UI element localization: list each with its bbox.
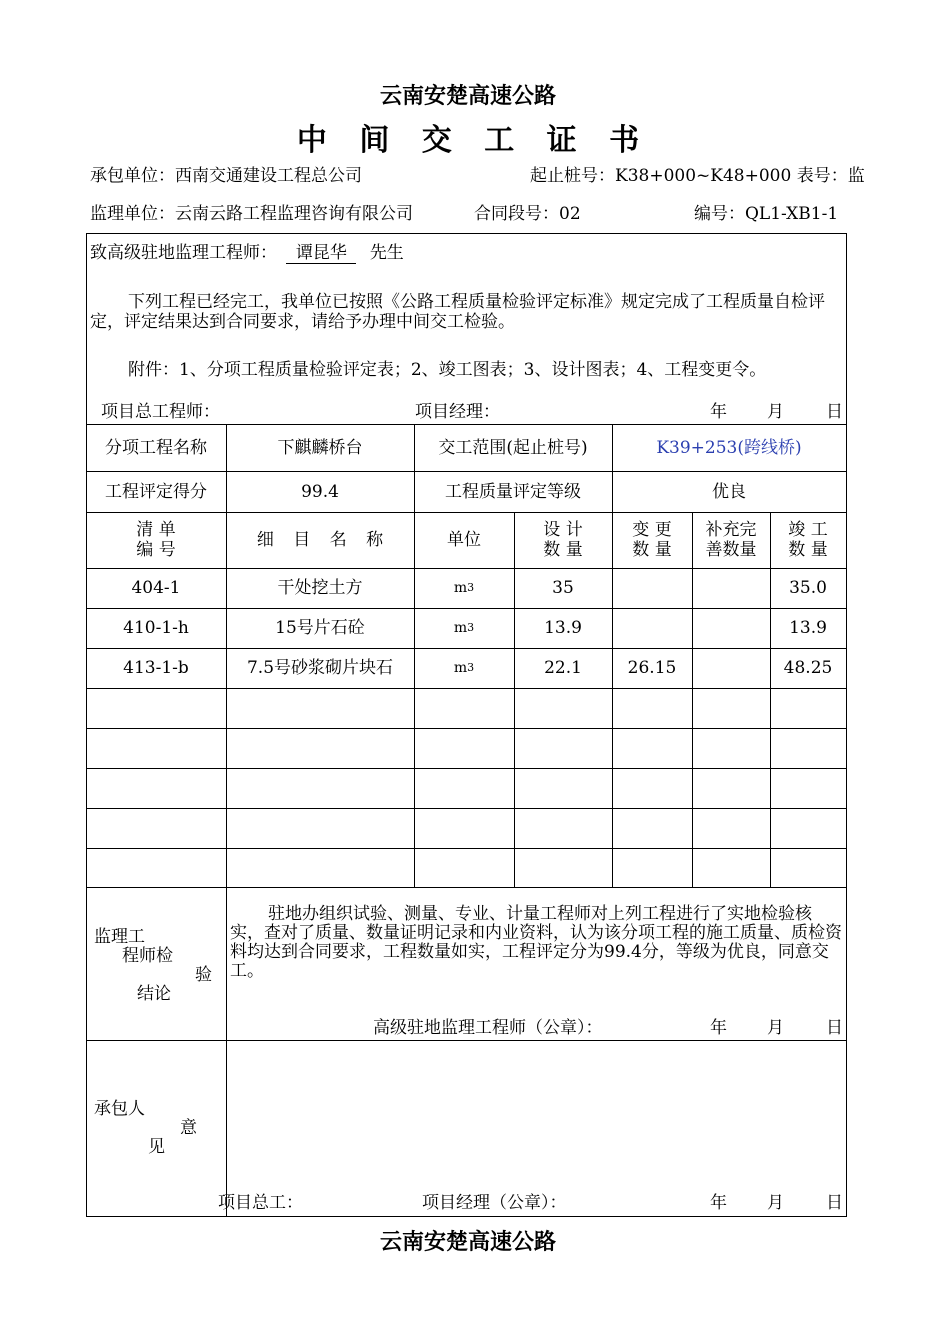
inspection-signer: 高级驻地监理工程师（公章）： — [373, 1018, 603, 1038]
header-unit: 单位 — [447, 530, 481, 550]
row-design: 35 — [552, 578, 574, 598]
contractor-manager: 项目经理（公章）： — [422, 1193, 567, 1213]
row-final: 48.25 — [783, 658, 833, 678]
contractor-chief — [218, 1193, 327, 1213]
row-design: 22.1 — [544, 658, 582, 678]
serial-number: 编号：QL1-XB1-1 — [694, 204, 839, 224]
salutation-prefix: 致高级驻地监理工程师： — [90, 243, 277, 263]
range-value: K39+253(跨线桥) — [656, 437, 802, 458]
header-change-line1: 变 更 — [632, 520, 672, 540]
supervisor-unit: 监理单位：云南云路工程监理咨询有限公司 — [90, 204, 413, 224]
header-supplement-line1: 补充完 — [705, 520, 757, 540]
date-month: 月 — [767, 402, 784, 422]
inspection-day: 日 — [826, 1018, 843, 1038]
row-unit: m 3 — [453, 620, 475, 636]
score-value: 99.4 — [301, 481, 339, 502]
engineer-name: 谭昆华 — [286, 243, 356, 264]
row-change: 26.15 — [627, 658, 677, 678]
certificate-title: 中 间 交 工 证 书 — [296, 123, 640, 158]
inspection-label-2: 程师检 — [122, 946, 173, 966]
page-title: 云南安楚高速公路 — [379, 84, 556, 109]
inspection-year: 年 — [710, 1018, 727, 1038]
letter-attachments: 附件：1、分项工程质量检验评定表；2、竣工图表；3、设计图表；4、工程变更令。 — [128, 360, 767, 380]
stake-range: 起止桩号：K38+000~K48+000 表号：监 — [530, 166, 865, 186]
header-supplement — [692, 512, 770, 568]
grade-value: 优良 — [712, 481, 746, 502]
contractor-label-2: 意 — [180, 1118, 197, 1138]
score-label: 工程评定得分 — [105, 481, 207, 502]
item-name-value: 下麒麟桥台 — [277, 437, 363, 458]
row-change — [612, 568, 692, 608]
contractor-year: 年 — [710, 1193, 727, 1213]
header-code-line2: 编 号 — [136, 540, 176, 560]
row-code: 404-1 — [131, 578, 181, 598]
row-supplement — [692, 568, 770, 608]
contractor-chief-text: 项目总工： — [218, 1193, 303, 1213]
row-unit: m 3 — [453, 580, 475, 596]
date-day: 日 — [826, 402, 843, 422]
contractor-unit: 承包单位：西南交通建设工程总公司 — [90, 166, 362, 186]
header-name: 细 目 名 称 — [256, 530, 384, 550]
salutation-suffix: 先生 — [369, 243, 404, 263]
header-design-line1: 设 计 — [543, 520, 583, 540]
letter-body: 下列工程已经完工，我单位已按照《公路工程质量检验评定标准》规定完成了工程质量自检评定，评定结果达到合同要求，请给予办理中间交工检验。 — [90, 292, 825, 332]
header-change — [612, 512, 692, 568]
row-code: 410-1-h — [123, 618, 189, 638]
header-supplement-line2: 善数量 — [705, 540, 757, 560]
inspection-label-3: 验 — [195, 965, 212, 985]
inspection-text: 驻地办组织试验、测量、专业、计量工程师对上列工程进行了实地检验核实，查对了质量、数量证明记录和内业资料，认为该分项工程的施工质量、质检资料均达到合同要求，工程数量如实，工程评定分为99.4分，等级为优良，同意交工。 — [230, 904, 842, 981]
grade-label: 工程质量评定等级 — [445, 481, 581, 502]
unit-text: m — [453, 660, 468, 676]
project-manager-label: 项目经理： — [415, 402, 500, 422]
header-design-line2: 数 量 — [543, 540, 583, 560]
row-final: 13.9 — [789, 618, 827, 638]
row-name: 15号片石砼 — [275, 618, 365, 638]
unit-text: m — [453, 580, 468, 596]
header-design — [514, 512, 612, 568]
contractor-label-3: 见 — [148, 1137, 165, 1157]
contract-section: 合同段号：02 — [474, 204, 581, 224]
header-final-line1: 竣 工 — [788, 520, 828, 540]
header-final-line2: 数 量 — [788, 540, 828, 560]
footer-title: 云南安楚高速公路 — [379, 1230, 556, 1255]
row-name: 干处挖土方 — [277, 578, 363, 598]
item-name-label: 分项工程名称 — [105, 437, 207, 458]
unit-text: m — [453, 620, 468, 636]
inspection-label-1: 监理工 — [94, 927, 145, 947]
header-code-line1: 清 单 — [136, 520, 176, 540]
inspection-label-4: 结论 — [137, 984, 171, 1004]
contractor-label-1: 承包人 — [94, 1099, 145, 1119]
header-code — [86, 512, 226, 568]
header-final — [770, 512, 846, 568]
range-label: 交工范围(起止桩号) — [438, 437, 588, 458]
contractor-month: 月 — [767, 1193, 784, 1213]
row-final: 35.0 — [789, 578, 827, 598]
inspection-month: 月 — [767, 1018, 784, 1038]
contractor-day: 日 — [826, 1193, 843, 1213]
header-change-line2: 数 量 — [632, 540, 672, 560]
chief-engineer-label: 项目总工程师： — [101, 402, 220, 422]
letter-salutation — [90, 243, 404, 264]
date-year: 年 — [710, 402, 727, 422]
row-design: 13.9 — [544, 618, 582, 638]
row-supplement — [692, 648, 770, 688]
row-code: 413-1-b — [123, 658, 189, 678]
row-change — [612, 608, 692, 648]
row-unit: m 3 — [453, 660, 475, 676]
row-name: 7.5号砂浆砌片块石 — [246, 658, 394, 678]
row-supplement — [692, 608, 770, 648]
